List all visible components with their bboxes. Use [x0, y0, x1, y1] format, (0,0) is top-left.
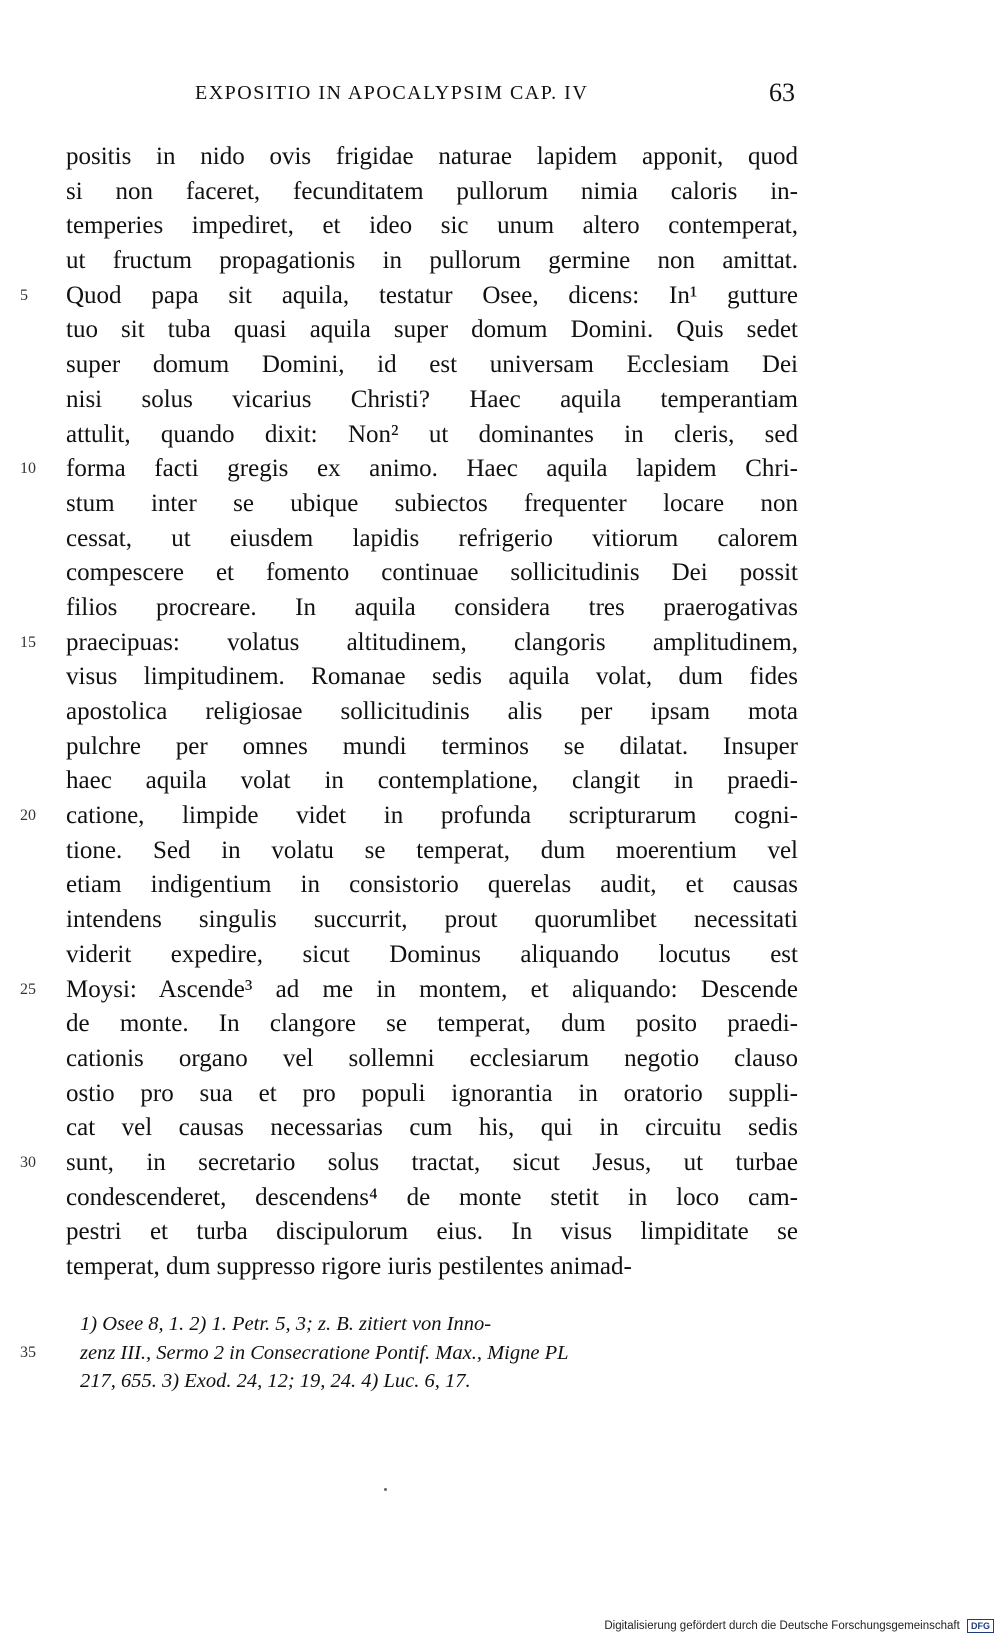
main-text — [20, 140, 798, 1285]
footnote-line: 1) Osee 8, 1. 2) 1. Petr. 5, 3; z. B. zitiert von Inno- — [80, 1313, 492, 1335]
text-line — [66, 1215, 798, 1250]
text-line — [20, 626, 798, 661]
footnote-line: 35 zenz III., Sermo 2 in Consecratione Pontif. Max., Migne PL — [80, 1339, 798, 1368]
line-text: apostolica religiosae sollicitudinis alis per ipsam mota — [66, 698, 798, 725]
line-text: cessat, ut eiusdem lapidis refrigerio vitiorum calorem — [66, 524, 798, 552]
line-text: compescere et fomento continuae sollicitudinis Dei possit — [66, 559, 798, 587]
line-number: 5 — [20, 286, 28, 304]
text-line — [66, 418, 798, 453]
text-line — [66, 313, 798, 348]
line-text: catione, limpide videt in profunda scripturarum cogni- — [66, 802, 798, 830]
line-text: cat vel causas necessarias cum his, qui in circuitu sedis — [66, 1114, 798, 1142]
line-text: tione. Sed in volatu se temperat, dum moerentium vel — [66, 836, 798, 864]
line-text: viderit expedire, sicut Dominus aliquando locutus est — [66, 940, 798, 968]
text-line — [66, 868, 798, 903]
line-text: temperat, dum suppresso rigore iuris pestilentes animad- — [66, 1253, 632, 1280]
line-text: ostio pro sua et pro populi ignorantia in oratorio suppli- — [66, 1079, 798, 1107]
line-number: 10 — [20, 460, 36, 478]
line-text: visus limpitudinem. Romanae sedis aquila volat, dum fides — [66, 663, 798, 691]
credit-text: Digitalisierung gefördert durch die Deutsche Forschungsgemeinschaft — [604, 1620, 960, 1633]
line-text: attulit, quando dixit: Non² ut dominantes in cleris, sed — [66, 420, 798, 448]
text-line — [66, 695, 798, 730]
line-text: cationis organo vel sollemni ecclesiarum negotio clauso — [66, 1044, 798, 1072]
line-number: 30 — [20, 1153, 36, 1171]
text-line — [66, 764, 798, 799]
line-number: 35 — [20, 1343, 36, 1361]
text-line — [66, 730, 798, 765]
line-text: temperies impediret, et ideo sic unum altero contemperat, — [66, 212, 798, 240]
line-text: praecipuas: volatus altitudinem, clangoris amplitudinem, — [66, 628, 798, 656]
text-line — [66, 522, 798, 557]
text-line — [20, 452, 798, 487]
text-line — [66, 1077, 798, 1112]
line-text: Quod papa sit aquila, testatur Osee, dicens: In¹ gutture — [66, 281, 798, 309]
text-line — [66, 938, 798, 973]
line-text: intendens singulis succurrit, prout quorumlibet necessitati — [66, 906, 798, 934]
text-line — [20, 973, 798, 1008]
text-line — [66, 1181, 798, 1216]
footnote-line: 217, 655. 3) Exod. 24, 12; 19, 24. 4) Luc. 6, 17. — [80, 1370, 471, 1393]
line-text: Moysi: Ascende³ ad me in montem, et aliquando: Descende — [66, 975, 798, 1003]
text-line — [66, 660, 798, 695]
page-number: 63 — [769, 78, 795, 107]
line-number: 20 — [20, 807, 36, 825]
dfg-logo: DFG — [967, 1619, 994, 1633]
line-text: haec aquila volat in contemplatione, clangit in praedi- — [66, 767, 798, 795]
text-line — [66, 1007, 798, 1042]
line-text: positis in nido ovis frigidae naturae lapidem apponit, quod — [66, 143, 798, 170]
text-line — [66, 556, 798, 591]
line-text: de monte. In clangore se temperat, dum posito praedi- — [66, 1010, 798, 1038]
line-text: sunt, in secretario solus tractat, sicut Jesus, ut turbae — [66, 1148, 798, 1176]
line-text: super domum Domini, id est universam Ecclesiam Dei — [66, 351, 798, 379]
line-text: pestri et turba discipulorum eius. In visus limpiditate se — [66, 1218, 798, 1246]
line-text: stum inter se ubique subiectos frequenter locare non — [66, 489, 798, 517]
text-line — [66, 1111, 798, 1146]
text-line — [66, 348, 798, 383]
text-line — [66, 1250, 798, 1285]
running-header — [195, 78, 795, 112]
text-line — [20, 1146, 798, 1181]
line-text: ut fructum propagationis in pullorum germine non amittat. — [66, 247, 798, 275]
line-text: nisi solus vicarius Christi? Haec aquila temperantiam — [66, 385, 798, 413]
running-title: EXPOSITIO IN APOCALYPSIM CAP. IV — [195, 82, 589, 104]
line-text: etiam indigentium in consistorio querelas audit, et causas — [66, 871, 798, 899]
text-line — [66, 175, 798, 210]
text-line — [66, 244, 798, 279]
digitization-credit — [604, 1619, 994, 1635]
text-line — [20, 279, 798, 314]
text-line — [66, 209, 798, 244]
line-text: pulchre per omnes mundi terminos se dilatat. Insuper — [66, 732, 798, 760]
text-line — [66, 903, 798, 938]
line-text: forma facti gregis ex animo. Haec aquila lapidem Chri- — [66, 455, 798, 483]
text-line — [66, 1042, 798, 1077]
line-text: tuo sit tuba quasi aquila super domum Domini. Quis sedet — [66, 316, 798, 344]
line-number: 25 — [20, 980, 36, 998]
text-line — [66, 591, 798, 626]
text-line — [20, 799, 798, 834]
text-line — [66, 487, 798, 522]
line-text: filios procreare. In aquila considera tres praerogativas — [66, 593, 798, 621]
line-number: 15 — [20, 633, 36, 651]
line-text: condescenderet, descendens⁴ de monte stetit in loco cam- — [66, 1183, 798, 1211]
footnotes — [20, 1310, 798, 1396]
text-line — [66, 140, 798, 175]
speck — [384, 1488, 387, 1491]
text-line — [66, 383, 798, 418]
line-text: si non faceret, fecunditatem pullorum nimia caloris in- — [66, 177, 798, 205]
text-line — [66, 834, 798, 869]
